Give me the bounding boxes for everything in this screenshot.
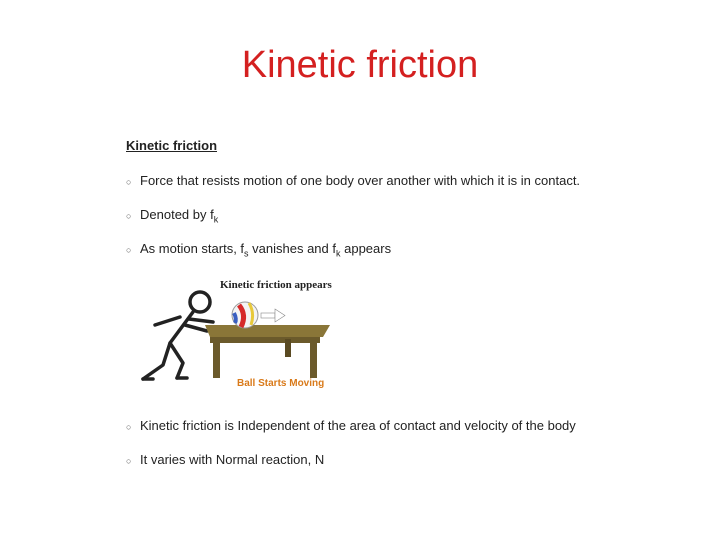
bullet-text: It varies with Normal reaction, N	[140, 452, 325, 467]
bullet-marker: ○	[126, 244, 132, 255]
bullet-item-denoted-by	[126, 207, 218, 225]
bullet-marker: ○	[126, 421, 132, 432]
bullet-text: Kinetic friction is Independent of the area of contact and velocity of the body	[140, 418, 576, 433]
friction-illustration	[135, 265, 365, 395]
slide-title: Kinetic friction	[241, 44, 479, 86]
bullet-item-normal-reaction	[126, 452, 324, 467]
bullet-text-end: appears	[340, 241, 392, 256]
bullet-item-independent-area	[126, 418, 576, 433]
bullet-text: Denoted by f	[140, 207, 214, 222]
caption-bottom: Ball Starts Moving	[237, 378, 325, 389]
bullet-item-resists-motion	[126, 173, 580, 188]
table-icon	[205, 325, 330, 378]
bullet-text: Force that resists motion of one body over another with which it is in contact.	[140, 173, 581, 188]
bullet-text-mid: vanishes and f	[248, 241, 336, 256]
bullet-item-motion-starts	[126, 241, 391, 259]
bullet-marker: ○	[126, 210, 132, 221]
caption-top: Kinetic friction appears	[220, 279, 332, 291]
bullet-marker: ○	[126, 176, 132, 187]
arrow-right-icon	[261, 309, 285, 322]
ball-icon	[232, 302, 258, 328]
bullet-text: As motion starts, f	[140, 241, 245, 256]
subscript-s: s	[244, 248, 249, 259]
subscript-k: k	[213, 214, 219, 225]
stick-figure-icon	[143, 292, 213, 379]
section-heading: Kinetic friction	[126, 138, 218, 153]
bullet-marker: ○	[126, 455, 132, 466]
friction-illustration-svg	[135, 265, 365, 395]
subscript-k: k	[336, 248, 341, 259]
